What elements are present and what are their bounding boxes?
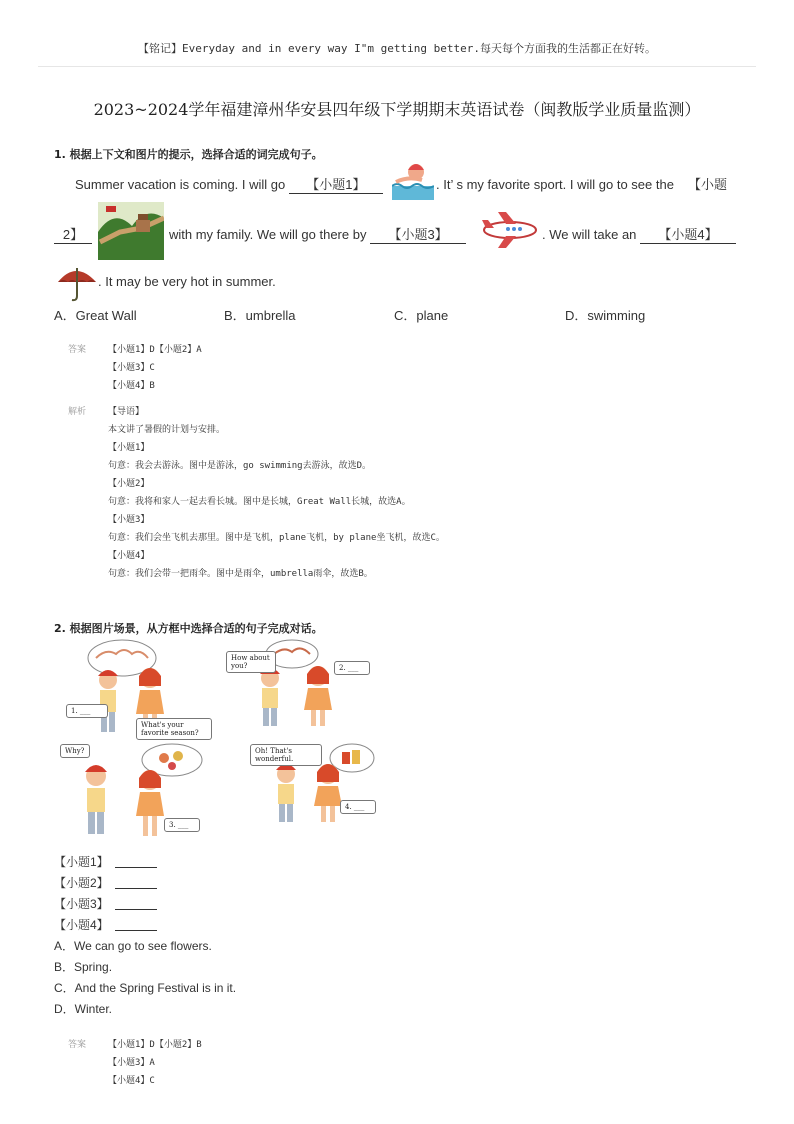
- blank-2-tail[interactable]: 2】: [54, 224, 92, 244]
- q2-option-a[interactable]: A．We can go to see flowers.: [54, 939, 212, 953]
- analysis-line: 【小题2】: [108, 479, 150, 489]
- blank-2[interactable]: 【小题: [688, 177, 728, 192]
- q1-option-c[interactable]: C．plane: [394, 308, 449, 323]
- analysis-line: 【小题3】: [108, 515, 150, 525]
- plane-picture: [480, 210, 540, 250]
- q2-heading: 2. 根据图片场景，从方框中选择合适的句子完成对话。: [54, 622, 323, 635]
- q1-line-2c: . We will take an 【小题4】: [542, 224, 736, 244]
- bubble-3: How about you?: [226, 651, 276, 673]
- motto: 【铭记】Everyday and in every way I"m getting better.每天每个方面我的生活都正在好转。: [137, 42, 656, 55]
- bubble-1[interactable]: 1. ___: [66, 704, 108, 718]
- answer-label: 答案: [68, 345, 87, 355]
- blank-3[interactable]: 【小题3】: [370, 224, 466, 244]
- q1-line-3: . It may be very hot in summer.: [98, 274, 276, 289]
- bubble-2: What's your favorite season?: [136, 718, 212, 740]
- bubble-8[interactable]: 4. ___: [340, 800, 376, 814]
- q1-line-1b: . It’ s my favorite sport. I will go to see the 【小题: [436, 174, 738, 193]
- sub-question-3[interactable]: 【小题3】: [54, 895, 157, 912]
- answer-label: 答案: [68, 1040, 87, 1050]
- blank-1[interactable]: 【小题1】: [289, 174, 383, 194]
- analysis-line: 【小题4】: [108, 551, 150, 561]
- q1-option-d[interactable]: D．swimming: [565, 308, 646, 323]
- swimming-picture: [392, 158, 434, 202]
- q2-option-b[interactable]: B．Spring.: [54, 960, 113, 974]
- analysis-line: 句意：我们会坐飞机去那里。图中是飞机，plane飞机，by plane坐飞机，故选C。: [108, 533, 445, 543]
- analysis-line: 【导语】: [108, 407, 145, 417]
- page-title: 2023~2024学年福建漳州华安县四年级下学期期末英语试卷（闽教版学业质量监测）: [93, 100, 701, 119]
- q2-answer-2: 【小题3】A: [108, 1058, 155, 1068]
- analysis-line: 句意：我将和家人一起去看长城。图中是长城，Great Wall长城，故选A。: [108, 497, 411, 507]
- q2-answer-3: 【小题4】C: [108, 1076, 155, 1086]
- blank-4[interactable]: 【小题4】: [640, 224, 736, 244]
- q1-line-2a: [54, 224, 92, 244]
- q1-option-b[interactable]: B．umbrella: [224, 308, 296, 323]
- umbrella-picture: [56, 262, 98, 302]
- q1-answer-2: 【小题3】C: [108, 363, 155, 373]
- bubble-7: Oh! That's wonderful.: [250, 744, 322, 766]
- q2-option-c[interactable]: C．And the Spring Festival is in it.: [54, 981, 237, 995]
- sub-question-1[interactable]: 【小题1】: [54, 853, 157, 870]
- sub-question-2[interactable]: 【小题2】: [54, 874, 157, 891]
- great-wall-picture: [98, 202, 164, 260]
- bubble-6[interactable]: 3. ___: [164, 818, 200, 832]
- q1-option-a[interactable]: A．Great Wall: [54, 308, 137, 323]
- analysis-line: 【小题1】: [108, 443, 150, 453]
- q1-line-1: Summer vacation is coming. I will go 【小题1】: [75, 174, 383, 194]
- analysis-label: 解析: [68, 407, 87, 417]
- bubble-4[interactable]: 2. ___: [334, 661, 370, 675]
- q1-heading: 1. 根据上下文和图片的提示，选择合适的词完成句子。: [54, 148, 323, 161]
- sub-question-4[interactable]: 【小题4】: [54, 916, 157, 933]
- analysis-line: 本文讲了暑假的计划与安排。: [108, 425, 226, 435]
- header-divider: [38, 66, 756, 67]
- analysis-line: 句意：我会去游泳。图中是游泳，go swimming去游泳，故选D。: [108, 461, 372, 471]
- q2-answer-1: 【小题1】D【小题2】B: [108, 1040, 202, 1050]
- q2-option-d[interactable]: D．Winter.: [54, 1002, 113, 1016]
- q1-line-2b: with my family. We will go there by 【小题3】: [169, 224, 466, 244]
- q1-answer-3: 【小题4】B: [108, 381, 155, 391]
- q1-answer-1: 【小题1】D【小题2】A: [108, 345, 202, 355]
- analysis-line: 句意：我们会带一把雨伞。图中是雨伞，umbrella雨伞，故选B。: [108, 569, 373, 579]
- bubble-5: Why?: [60, 744, 90, 758]
